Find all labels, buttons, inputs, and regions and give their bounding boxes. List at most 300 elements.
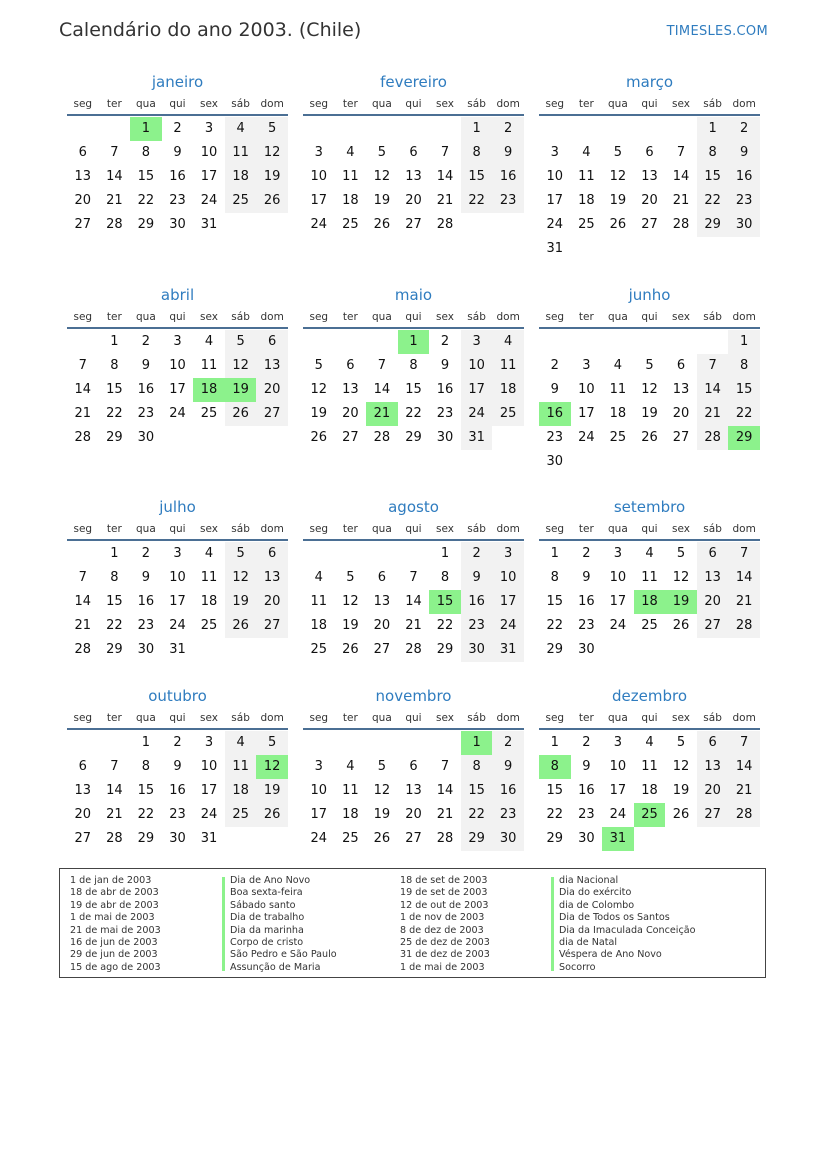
day-cell[interactable]: 20 xyxy=(74,193,92,208)
day-cell[interactable]: 5 xyxy=(676,735,686,750)
day-cell[interactable]: 3 xyxy=(582,358,591,373)
day-cell[interactable]: 19 xyxy=(256,779,288,803)
day-cell[interactable]: 27 xyxy=(373,642,391,657)
day-cell[interactable]: 24 xyxy=(609,807,627,822)
day-cell[interactable]: 30 xyxy=(436,430,454,445)
day-cell[interactable]: 10 xyxy=(578,382,595,397)
day-cell[interactable]: 23 xyxy=(492,189,524,213)
day-cell[interactable]: 3 xyxy=(173,334,182,349)
day-cell[interactable]: 15 xyxy=(405,382,422,397)
day-cell[interactable]: 22 xyxy=(697,189,729,213)
day-cell[interactable]: 3 xyxy=(314,759,323,774)
day-cell[interactable]: 3 xyxy=(204,121,214,136)
day-cell[interactable]: 11 xyxy=(641,759,658,774)
day-cell[interactable]: 5 xyxy=(377,145,387,160)
day-cell[interactable]: 20 xyxy=(405,807,422,822)
day-cell[interactable]: 27 xyxy=(342,430,359,445)
day-cell[interactable]: 9 xyxy=(461,566,493,590)
day-cell[interactable]: 15 xyxy=(106,382,123,397)
day-cell[interactable]: 10 xyxy=(546,169,564,184)
day-cell[interactable]: 24 xyxy=(310,217,328,232)
day-cell[interactable]: 26 xyxy=(373,217,391,232)
day-cell[interactable]: 1 xyxy=(110,334,119,349)
day-cell[interactable]: 29 xyxy=(106,430,123,445)
day-cell[interactable]: 17 xyxy=(609,594,627,609)
holiday-day-cell[interactable]: 1 xyxy=(130,117,162,141)
day-cell[interactable]: 24 xyxy=(169,618,186,633)
day-cell[interactable]: 3 xyxy=(613,546,623,561)
day-cell[interactable]: 27 xyxy=(74,831,92,846)
day-cell[interactable]: 14 xyxy=(373,382,391,397)
day-cell[interactable]: 2 xyxy=(141,546,151,561)
day-cell[interactable]: 22 xyxy=(137,807,155,822)
day-cell[interactable]: 25 xyxy=(200,618,218,633)
day-cell[interactable]: 20 xyxy=(697,590,729,614)
day-cell[interactable]: 1 xyxy=(550,735,559,750)
day-cell[interactable]: 21 xyxy=(106,193,123,208)
day-cell[interactable]: 21 xyxy=(436,193,454,208)
day-cell[interactable]: 12 xyxy=(225,354,257,378)
day-cell[interactable]: 28 xyxy=(373,430,391,445)
day-cell[interactable]: 21 xyxy=(697,402,729,426)
day-cell[interactable]: 28 xyxy=(74,430,92,445)
day-cell[interactable]: 18 xyxy=(225,779,257,803)
day-cell[interactable]: 2 xyxy=(728,117,760,141)
day-cell[interactable]: 26 xyxy=(225,614,257,638)
holiday-day-cell[interactable]: 18 xyxy=(193,378,225,402)
day-cell[interactable]: 23 xyxy=(578,618,595,633)
day-cell[interactable]: 31 xyxy=(461,426,493,450)
day-cell[interactable]: 30 xyxy=(169,831,186,846)
day-cell[interactable]: 8 xyxy=(141,759,151,774)
day-cell[interactable]: 1 xyxy=(141,735,151,750)
day-cell[interactable]: 16 xyxy=(728,165,760,189)
day-cell[interactable]: 4 xyxy=(582,145,591,160)
day-cell[interactable]: 21 xyxy=(74,618,92,633)
day-cell[interactable]: 26 xyxy=(256,189,288,213)
day-cell[interactable]: 7 xyxy=(728,731,760,755)
day-cell[interactable]: 12 xyxy=(373,783,391,798)
day-cell[interactable]: 25 xyxy=(641,618,658,633)
day-cell[interactable]: 18 xyxy=(609,406,627,421)
day-cell[interactable]: 4 xyxy=(492,330,524,354)
day-cell[interactable]: 26 xyxy=(609,217,627,232)
day-cell[interactable]: 5 xyxy=(676,546,686,561)
day-cell[interactable]: 18 xyxy=(200,594,218,609)
day-cell[interactable]: 15 xyxy=(137,783,155,798)
day-cell[interactable]: 13 xyxy=(405,169,422,184)
day-cell[interactable]: 14 xyxy=(728,566,760,590)
day-cell[interactable]: 10 xyxy=(200,145,218,160)
day-cell[interactable]: 10 xyxy=(200,759,218,774)
day-cell[interactable]: 14 xyxy=(74,382,92,397)
day-cell[interactable]: 29 xyxy=(436,642,454,657)
day-cell[interactable]: 16 xyxy=(578,594,595,609)
day-cell[interactable]: 6 xyxy=(78,759,87,774)
day-cell[interactable]: 4 xyxy=(204,546,214,561)
day-cell[interactable]: 10 xyxy=(609,759,627,774)
day-cell[interactable]: 8 xyxy=(550,570,559,585)
day-cell[interactable]: 20 xyxy=(672,406,690,421)
day-cell[interactable]: 22 xyxy=(461,803,493,827)
holiday-day-cell[interactable]: 1 xyxy=(461,731,493,755)
day-cell[interactable]: 12 xyxy=(256,141,288,165)
day-cell[interactable]: 6 xyxy=(697,542,729,566)
day-cell[interactable]: 28 xyxy=(728,803,760,827)
day-cell[interactable]: 24 xyxy=(492,614,524,638)
day-cell[interactable]: 16 xyxy=(137,594,155,609)
day-cell[interactable]: 10 xyxy=(609,570,627,585)
day-cell[interactable]: 24 xyxy=(461,402,493,426)
day-cell[interactable]: 14 xyxy=(436,169,454,184)
day-cell[interactable]: 6 xyxy=(256,330,288,354)
day-cell[interactable]: 8 xyxy=(110,570,119,585)
day-cell[interactable]: 24 xyxy=(310,831,328,846)
day-cell[interactable]: 3 xyxy=(492,542,524,566)
day-cell[interactable]: 22 xyxy=(137,193,155,208)
day-cell[interactable]: 2 xyxy=(582,735,591,750)
day-cell[interactable]: 9 xyxy=(173,759,182,774)
day-cell[interactable]: 30 xyxy=(137,430,155,445)
day-cell[interactable]: 30 xyxy=(578,642,595,657)
day-cell[interactable]: 22 xyxy=(546,618,564,633)
day-cell[interactable]: 9 xyxy=(141,570,151,585)
day-cell[interactable]: 31 xyxy=(200,831,218,846)
day-cell[interactable]: 9 xyxy=(550,382,559,397)
holiday-day-cell[interactable]: 31 xyxy=(602,827,634,851)
day-cell[interactable]: 19 xyxy=(373,193,391,208)
holiday-day-cell[interactable]: 8 xyxy=(539,755,571,779)
day-cell[interactable]: 13 xyxy=(405,783,422,798)
day-cell[interactable]: 14 xyxy=(728,755,760,779)
day-cell[interactable]: 23 xyxy=(137,618,155,633)
day-cell[interactable]: 13 xyxy=(74,169,92,184)
day-cell[interactable]: 25 xyxy=(225,803,257,827)
day-cell[interactable]: 20 xyxy=(256,590,288,614)
day-cell[interactable]: 27 xyxy=(256,614,288,638)
day-cell[interactable]: 12 xyxy=(672,759,690,774)
day-cell[interactable]: 21 xyxy=(405,618,422,633)
day-cell[interactable]: 27 xyxy=(405,831,422,846)
day-cell[interactable]: 20 xyxy=(74,807,92,822)
day-cell[interactable]: 3 xyxy=(204,735,214,750)
day-cell[interactable]: 18 xyxy=(310,618,328,633)
day-cell[interactable]: 14 xyxy=(405,594,422,609)
day-cell[interactable]: 27 xyxy=(672,430,690,445)
day-cell[interactable]: 11 xyxy=(225,755,257,779)
day-cell[interactable]: 22 xyxy=(436,618,454,633)
holiday-day-cell[interactable]: 21 xyxy=(366,402,398,426)
day-cell[interactable]: 7 xyxy=(110,145,119,160)
day-cell[interactable]: 18 xyxy=(342,193,359,208)
day-cell[interactable]: 17 xyxy=(169,382,186,397)
day-cell[interactable]: 10 xyxy=(169,358,186,373)
day-cell[interactable]: 9 xyxy=(728,141,760,165)
day-cell[interactable]: 26 xyxy=(310,430,328,445)
day-cell[interactable]: 28 xyxy=(672,217,690,232)
holiday-day-cell[interactable]: 12 xyxy=(256,755,288,779)
day-cell[interactable]: 31 xyxy=(169,642,186,657)
day-cell[interactable]: 17 xyxy=(609,783,627,798)
day-cell[interactable]: 21 xyxy=(728,590,760,614)
holiday-day-cell[interactable]: 16 xyxy=(539,402,571,426)
day-cell[interactable]: 5 xyxy=(377,759,387,774)
day-cell[interactable]: 16 xyxy=(578,783,595,798)
day-cell[interactable]: 2 xyxy=(173,121,182,136)
day-cell[interactable]: 17 xyxy=(492,590,524,614)
day-cell[interactable]: 4 xyxy=(225,117,257,141)
day-cell[interactable]: 30 xyxy=(169,217,186,232)
day-cell[interactable]: 4 xyxy=(346,759,355,774)
day-cell[interactable]: 13 xyxy=(697,566,729,590)
day-cell[interactable]: 16 xyxy=(492,779,524,803)
day-cell[interactable]: 27 xyxy=(697,803,729,827)
day-cell[interactable]: 5 xyxy=(256,731,288,755)
day-cell[interactable]: 26 xyxy=(256,803,288,827)
day-cell[interactable]: 27 xyxy=(697,614,729,638)
day-cell[interactable]: 7 xyxy=(676,145,686,160)
day-cell[interactable]: 21 xyxy=(74,406,92,421)
day-cell[interactable]: 20 xyxy=(373,618,391,633)
day-cell[interactable]: 13 xyxy=(256,566,288,590)
day-cell[interactable]: 21 xyxy=(436,807,454,822)
day-cell[interactable]: 26 xyxy=(641,430,658,445)
day-cell[interactable]: 18 xyxy=(342,807,359,822)
day-cell[interactable]: 5 xyxy=(613,145,623,160)
day-cell[interactable]: 16 xyxy=(137,382,155,397)
day-cell[interactable]: 11 xyxy=(310,594,328,609)
day-cell[interactable]: 15 xyxy=(697,165,729,189)
day-cell[interactable]: 17 xyxy=(200,783,218,798)
day-cell[interactable]: 17 xyxy=(169,594,186,609)
day-cell[interactable]: 6 xyxy=(78,145,87,160)
holiday-day-cell[interactable]: 25 xyxy=(634,803,666,827)
day-cell[interactable]: 17 xyxy=(310,807,328,822)
day-cell[interactable]: 19 xyxy=(256,165,288,189)
day-cell[interactable]: 30 xyxy=(578,831,595,846)
day-cell[interactable]: 13 xyxy=(256,354,288,378)
day-cell[interactable]: 6 xyxy=(346,358,355,373)
day-cell[interactable]: 23 xyxy=(137,406,155,421)
day-cell[interactable]: 12 xyxy=(225,566,257,590)
day-cell[interactable]: 4 xyxy=(225,731,257,755)
day-cell[interactable]: 22 xyxy=(405,406,422,421)
day-cell[interactable]: 30 xyxy=(546,454,564,469)
day-cell[interactable]: 8 xyxy=(110,358,119,373)
day-cell[interactable]: 1 xyxy=(440,546,450,561)
day-cell[interactable]: 28 xyxy=(697,426,729,450)
day-cell[interactable]: 31 xyxy=(546,241,564,256)
day-cell[interactable]: 13 xyxy=(697,755,729,779)
day-cell[interactable]: 7 xyxy=(377,358,387,373)
day-cell[interactable]: 18 xyxy=(641,783,658,798)
day-cell[interactable]: 27 xyxy=(74,217,92,232)
day-cell[interactable]: 7 xyxy=(440,145,450,160)
day-cell[interactable]: 3 xyxy=(613,735,623,750)
day-cell[interactable]: 29 xyxy=(546,642,564,657)
day-cell[interactable]: 22 xyxy=(106,618,123,633)
day-cell[interactable]: 11 xyxy=(578,169,595,184)
day-cell[interactable]: 1 xyxy=(461,117,493,141)
day-cell[interactable]: 1 xyxy=(110,546,119,561)
day-cell[interactable]: 15 xyxy=(461,165,493,189)
day-cell[interactable]: 21 xyxy=(672,193,690,208)
day-cell[interactable]: 6 xyxy=(377,570,387,585)
day-cell[interactable]: 26 xyxy=(225,402,257,426)
day-cell[interactable]: 5 xyxy=(314,358,323,373)
day-cell[interactable]: 26 xyxy=(672,618,690,633)
day-cell[interactable]: 12 xyxy=(609,169,627,184)
day-cell[interactable]: 20 xyxy=(641,193,658,208)
day-cell[interactable]: 9 xyxy=(141,358,151,373)
day-cell[interactable]: 26 xyxy=(342,642,359,657)
day-cell[interactable]: 2 xyxy=(492,117,524,141)
day-cell[interactable]: 16 xyxy=(169,783,186,798)
day-cell[interactable]: 25 xyxy=(200,406,218,421)
day-cell[interactable]: 11 xyxy=(200,358,218,373)
holiday-day-cell[interactable]: 19 xyxy=(225,378,257,402)
holiday-day-cell[interactable]: 15 xyxy=(429,590,461,614)
day-cell[interactable]: 15 xyxy=(546,783,564,798)
day-cell[interactable]: 16 xyxy=(436,382,454,397)
day-cell[interactable]: 20 xyxy=(405,193,422,208)
day-cell[interactable]: 23 xyxy=(169,193,186,208)
day-cell[interactable]: 23 xyxy=(436,406,454,421)
day-cell[interactable]: 15 xyxy=(728,378,760,402)
day-cell[interactable]: 9 xyxy=(582,759,591,774)
day-cell[interactable]: 19 xyxy=(342,618,359,633)
day-cell[interactable]: 29 xyxy=(461,827,493,851)
day-cell[interactable]: 10 xyxy=(310,783,328,798)
day-cell[interactable]: 2 xyxy=(550,358,559,373)
day-cell[interactable]: 13 xyxy=(74,783,92,798)
day-cell[interactable]: 15 xyxy=(137,169,155,184)
day-cell[interactable]: 22 xyxy=(461,189,493,213)
day-cell[interactable]: 12 xyxy=(641,382,658,397)
day-cell[interactable]: 2 xyxy=(492,731,524,755)
day-cell[interactable]: 19 xyxy=(672,783,690,798)
day-cell[interactable]: 11 xyxy=(492,354,524,378)
day-cell[interactable]: 16 xyxy=(169,169,186,184)
day-cell[interactable]: 12 xyxy=(342,594,359,609)
day-cell[interactable]: 9 xyxy=(492,755,524,779)
day-cell[interactable]: 7 xyxy=(697,354,729,378)
day-cell[interactable]: 20 xyxy=(342,406,359,421)
day-cell[interactable]: 17 xyxy=(461,378,493,402)
holiday-day-cell[interactable]: 29 xyxy=(728,426,760,450)
day-cell[interactable]: 16 xyxy=(461,590,493,614)
day-cell[interactable]: 4 xyxy=(613,358,623,373)
day-cell[interactable]: 25 xyxy=(492,402,524,426)
day-cell[interactable]: 25 xyxy=(225,189,257,213)
day-cell[interactable]: 7 xyxy=(78,570,87,585)
day-cell[interactable]: 28 xyxy=(106,217,123,232)
day-cell[interactable]: 24 xyxy=(578,430,595,445)
day-cell[interactable]: 4 xyxy=(204,334,214,349)
day-cell[interactable]: 21 xyxy=(106,807,123,822)
day-cell[interactable]: 18 xyxy=(578,193,595,208)
day-cell[interactable]: 26 xyxy=(373,831,391,846)
day-cell[interactable]: 14 xyxy=(697,378,729,402)
day-cell[interactable]: 11 xyxy=(200,570,218,585)
day-cell[interactable]: 24 xyxy=(609,618,627,633)
day-cell[interactable]: 12 xyxy=(672,570,690,585)
day-cell[interactable]: 6 xyxy=(409,145,418,160)
day-cell[interactable]: 5 xyxy=(645,358,654,373)
day-cell[interactable]: 24 xyxy=(546,217,564,232)
day-cell[interactable]: 1 xyxy=(550,546,559,561)
day-cell[interactable]: 20 xyxy=(256,378,288,402)
brand-link[interactable]: TIMESLES.COM xyxy=(666,24,768,39)
day-cell[interactable]: 23 xyxy=(492,803,524,827)
day-cell[interactable]: 11 xyxy=(609,382,627,397)
day-cell[interactable]: 5 xyxy=(346,570,355,585)
day-cell[interactable]: 13 xyxy=(342,382,359,397)
day-cell[interactable]: 8 xyxy=(440,570,450,585)
day-cell[interactable]: 29 xyxy=(405,430,422,445)
day-cell[interactable]: 25 xyxy=(342,831,359,846)
day-cell[interactable]: 31 xyxy=(200,217,218,232)
day-cell[interactable]: 25 xyxy=(609,430,627,445)
day-cell[interactable]: 23 xyxy=(578,807,595,822)
day-cell[interactable]: 9 xyxy=(173,145,182,160)
day-cell[interactable]: 3 xyxy=(173,546,182,561)
day-cell[interactable]: 31 xyxy=(492,638,524,662)
day-cell[interactable]: 8 xyxy=(141,145,151,160)
day-cell[interactable]: 10 xyxy=(492,566,524,590)
day-cell[interactable]: 8 xyxy=(461,141,493,165)
day-cell[interactable]: 21 xyxy=(728,779,760,803)
day-cell[interactable]: 28 xyxy=(728,614,760,638)
day-cell[interactable]: 29 xyxy=(546,831,564,846)
day-cell[interactable]: 4 xyxy=(645,546,654,561)
day-cell[interactable]: 14 xyxy=(106,169,123,184)
day-cell[interactable]: 7 xyxy=(78,358,87,373)
day-cell[interactable]: 5 xyxy=(256,117,288,141)
day-cell[interactable]: 30 xyxy=(461,638,493,662)
day-cell[interactable]: 6 xyxy=(256,542,288,566)
day-cell[interactable]: 6 xyxy=(645,145,654,160)
day-cell[interactable]: 27 xyxy=(641,217,658,232)
day-cell[interactable]: 12 xyxy=(310,382,328,397)
day-cell[interactable]: 14 xyxy=(74,594,92,609)
day-cell[interactable]: 30 xyxy=(492,827,524,851)
day-cell[interactable]: 5 xyxy=(225,542,257,566)
day-cell[interactable]: 7 xyxy=(110,759,119,774)
day-cell[interactable]: 28 xyxy=(436,831,454,846)
holiday-day-cell[interactable]: 19 xyxy=(665,590,697,614)
day-cell[interactable]: 1 xyxy=(697,117,729,141)
day-cell[interactable]: 19 xyxy=(310,406,328,421)
day-cell[interactable]: 3 xyxy=(550,145,559,160)
day-cell[interactable]: 23 xyxy=(728,189,760,213)
day-cell[interactable]: 15 xyxy=(546,594,564,609)
day-cell[interactable]: 13 xyxy=(373,594,391,609)
day-cell[interactable]: 2 xyxy=(173,735,182,750)
day-cell[interactable]: 26 xyxy=(672,807,690,822)
day-cell[interactable]: 28 xyxy=(436,217,454,232)
day-cell[interactable]: 4 xyxy=(645,735,654,750)
day-cell[interactable]: 7 xyxy=(440,759,450,774)
day-cell[interactable]: 12 xyxy=(373,169,391,184)
day-cell[interactable]: 2 xyxy=(440,334,450,349)
day-cell[interactable]: 22 xyxy=(728,402,760,426)
day-cell[interactable]: 22 xyxy=(546,807,564,822)
day-cell[interactable]: 4 xyxy=(346,145,355,160)
day-cell[interactable]: 10 xyxy=(310,169,328,184)
holiday-day-cell[interactable]: 1 xyxy=(398,330,430,354)
day-cell[interactable]: 14 xyxy=(106,783,123,798)
